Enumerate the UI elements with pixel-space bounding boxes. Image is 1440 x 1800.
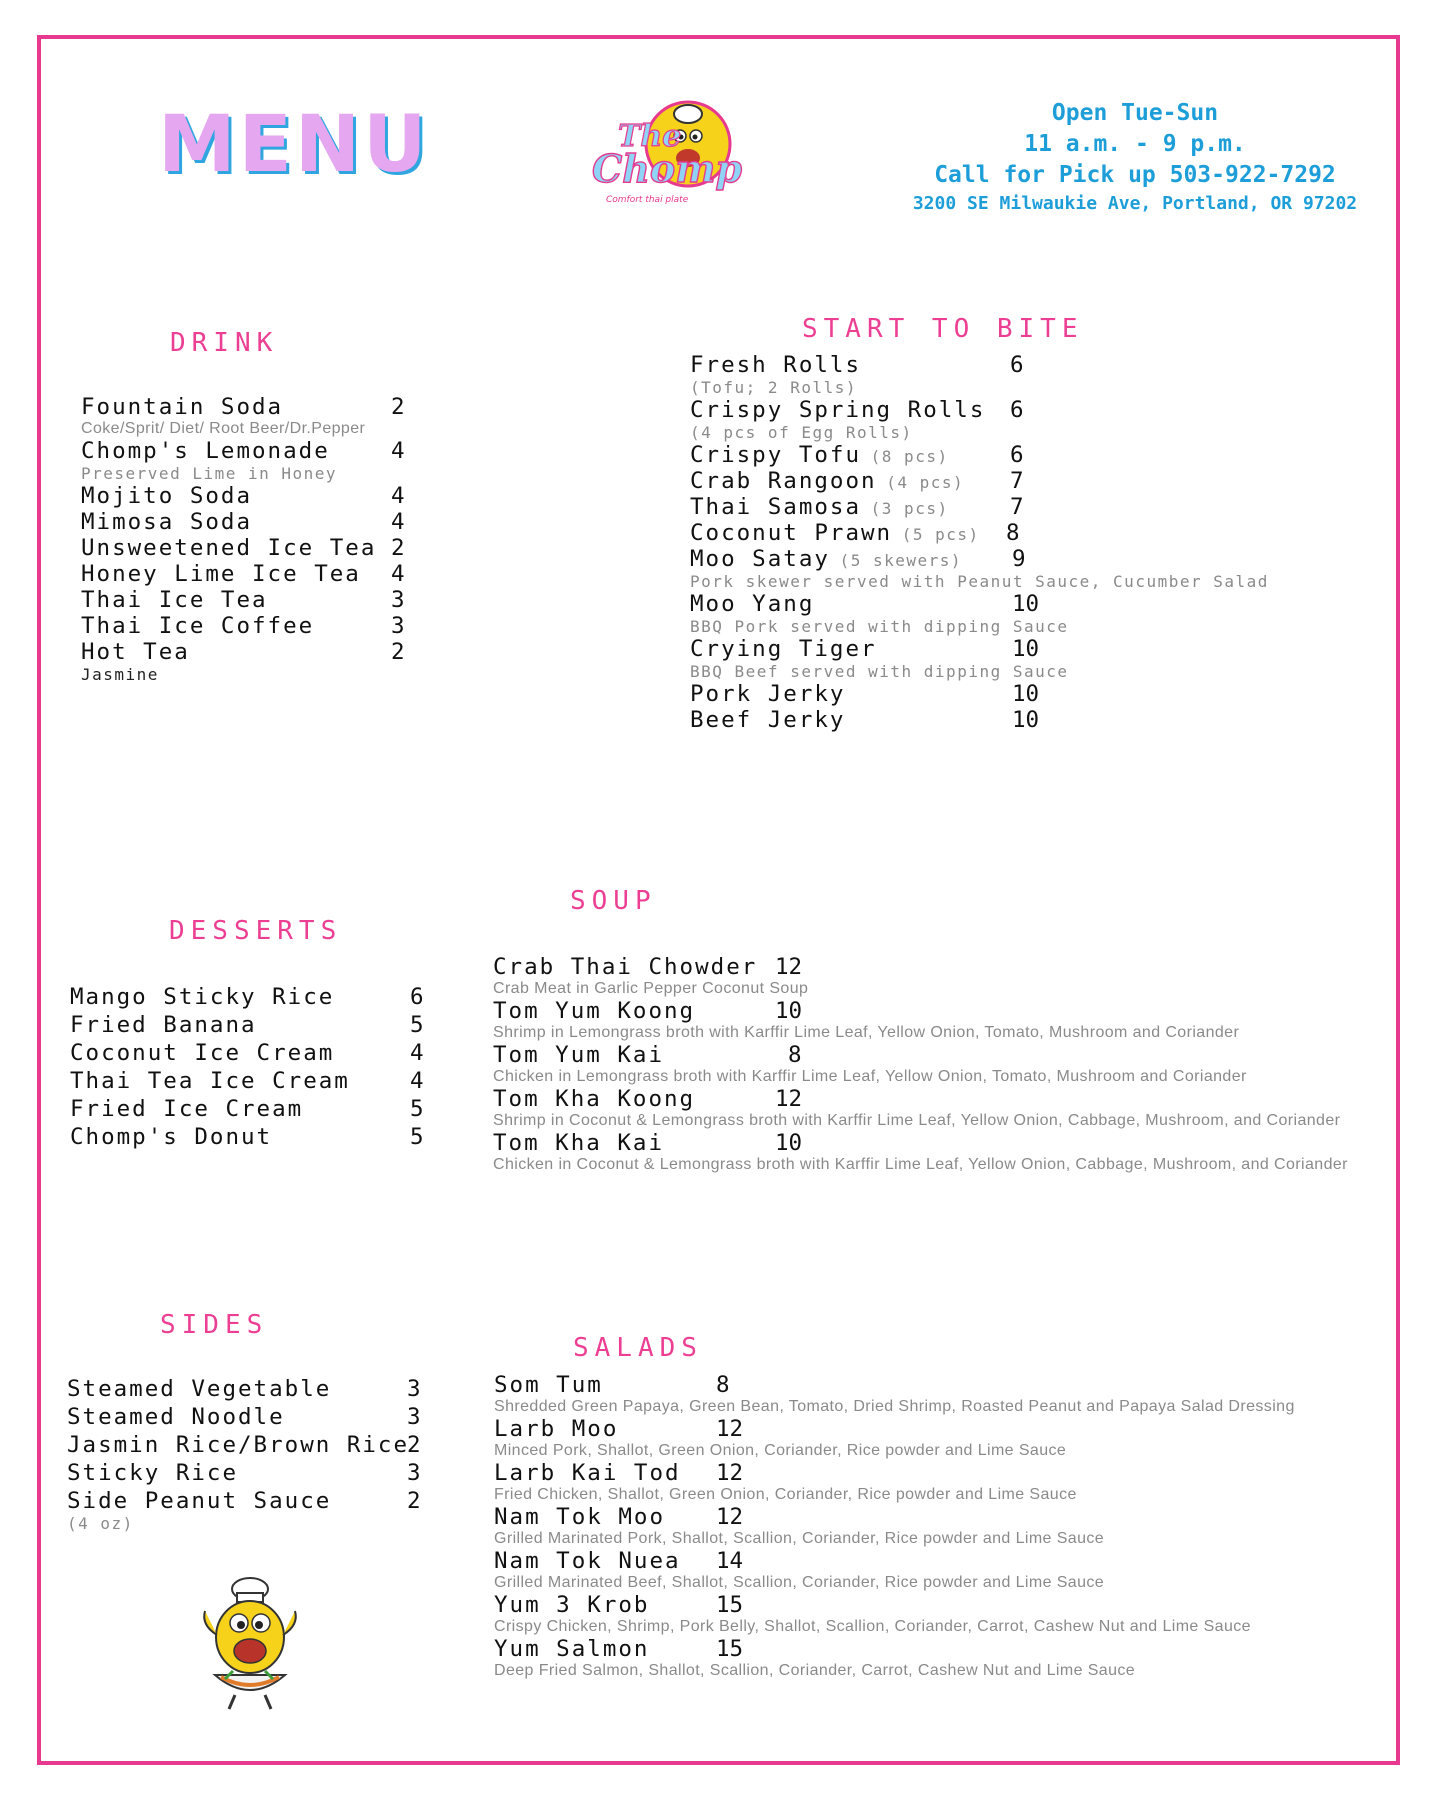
item-price: 12	[716, 1416, 744, 1442]
item-note: (3 pcs)	[870, 499, 949, 518]
menu-item	[81, 561, 411, 587]
item-price: 4	[410, 1040, 424, 1066]
menu-item	[70, 1096, 430, 1122]
menu-item	[494, 1636, 1374, 1662]
menu-item	[493, 954, 1373, 980]
menu-item	[690, 468, 1280, 494]
item-name: Fried Ice Cream	[70, 1096, 304, 1122]
menu-item	[70, 1012, 430, 1038]
item-price: 14	[716, 1548, 744, 1574]
item-description: Preserved Lime in Honey	[81, 464, 338, 483]
item-name: Moo Yang	[690, 591, 815, 617]
item-price: 5	[410, 1096, 424, 1122]
item-name: Thai Ice Coffee	[81, 613, 315, 639]
item-price: 10	[775, 1130, 803, 1156]
item-description: Grilled Marinated Beef, Shallot, Scallion, Coriander, Rice powder and Lime Sauce	[494, 1574, 1105, 1591]
item-name: Crispy Spring Rolls	[690, 397, 986, 423]
item-name: Thai Ice Tea	[81, 587, 268, 613]
menu-item	[690, 352, 1280, 378]
item-note: (8 pcs)	[870, 447, 949, 466]
item-name: Chomp's Lemonade	[81, 438, 330, 464]
menu-item	[81, 483, 411, 509]
item-note: (5 skewers)	[839, 551, 963, 570]
item-price: 15	[716, 1592, 744, 1618]
item-description: Crispy Chicken, Shrimp, Pork Belly, Shallot, Scallion, Coriander, Carrot, Cashew Nut and Lime Sauce	[494, 1618, 1251, 1635]
menu-item	[70, 1068, 430, 1094]
start-to-bite-section	[690, 352, 1280, 733]
hours-time: 11 a.m. - 9 p.m.	[1024, 131, 1246, 157]
item-price: 10	[775, 998, 803, 1024]
menu-item	[494, 1548, 1374, 1574]
item-name: Mimosa Soda	[81, 509, 253, 535]
menu-item	[690, 442, 1280, 468]
item-name: Tom Kha Kai	[493, 1130, 665, 1156]
item-note: (5 pcs)	[901, 525, 980, 544]
menu-item	[690, 681, 1280, 707]
item-description: Shrimp in Lemongrass broth with Karffir Lime Leaf, Yellow Onion, Tomato, Mushroom and Coriander	[493, 1024, 1240, 1041]
item-name: Mango Sticky Rice	[70, 984, 335, 1010]
item-price: 8	[716, 1372, 730, 1398]
item-price: 3	[407, 1460, 421, 1486]
item-name: Mojito Soda	[81, 483, 253, 509]
item-price: 8	[1006, 520, 1020, 546]
item-name: Crispy Tofu	[690, 442, 862, 468]
item-price: 2	[407, 1488, 421, 1514]
mascot-icon	[195, 1575, 305, 1715]
menu-item	[690, 546, 1280, 572]
item-name: Crab Thai Chowder	[493, 954, 758, 980]
item-price: 6	[410, 984, 424, 1010]
item-name: Sticky Rice	[67, 1460, 239, 1486]
item-price: 10	[1012, 636, 1040, 662]
item-description: BBQ Pork served with dipping Sauce	[690, 617, 1069, 636]
item-price: 4	[391, 438, 405, 464]
menu-item	[690, 707, 1280, 733]
item-price: 3	[391, 587, 405, 613]
item-name: Steamed Vegetable	[67, 1376, 332, 1402]
menu-item	[493, 1042, 1373, 1068]
menu-item	[70, 1124, 430, 1150]
menu-item	[81, 535, 411, 561]
menu-item	[690, 494, 1280, 520]
drink-heading: DRINK	[170, 328, 279, 358]
hours-days: Open Tue-Sun	[1051, 100, 1219, 126]
item-price: 7	[1010, 494, 1024, 520]
item-description: Crab Meat in Garlic Pepper Coconut Soup	[493, 980, 809, 997]
item-price: 2	[407, 1432, 421, 1458]
item-name: Hot Tea	[81, 639, 190, 665]
item-description: Pork skewer served with Peanut Sauce, Cucumber Salad	[690, 572, 1269, 591]
soup-heading: SOUP	[570, 886, 657, 916]
item-price: 15	[716, 1636, 744, 1662]
desserts-section	[70, 984, 430, 1150]
menu-item	[67, 1404, 427, 1430]
item-description: (Tofu; 2 Rolls)	[690, 378, 857, 397]
item-price: 5	[410, 1012, 424, 1038]
item-name: Moo Satay	[690, 546, 830, 572]
item-price: 7	[1010, 468, 1024, 494]
item-name: Steamed Noodle	[67, 1404, 285, 1430]
drink-section	[81, 394, 411, 684]
menu-item	[494, 1372, 1374, 1398]
address: 3200 SE Milwaukie Ave, Portland, OR 97202	[912, 193, 1358, 214]
item-price: 3	[391, 613, 405, 639]
item-price: 6	[1010, 397, 1024, 423]
item-price: 12	[716, 1504, 744, 1530]
item-price: 4	[391, 561, 405, 587]
menu-item	[70, 984, 430, 1010]
menu-item	[81, 587, 411, 613]
logo-tagline: Comfort thai plate	[606, 195, 689, 205]
item-name: Nam Tok Moo	[494, 1504, 666, 1530]
desserts-heading: DESSERTS	[169, 916, 343, 946]
item-name: Larb Moo	[494, 1416, 619, 1442]
menu-item	[494, 1592, 1374, 1618]
menu-item	[81, 639, 411, 665]
item-name: Yum 3 Krob	[494, 1592, 650, 1618]
menu-item	[494, 1460, 1374, 1486]
chomp-logo	[578, 92, 748, 212]
menu-item	[67, 1376, 427, 1402]
item-price: 4	[391, 483, 405, 509]
item-price: 6	[1010, 352, 1024, 378]
item-description: Chicken in Coconut & Lemongrass broth with Karffir Lime Leaf, Yellow Onion, Cabbage, Mushroom, and Coriander	[493, 1156, 1348, 1173]
item-description: (4 oz)	[67, 1514, 134, 1533]
menu-item	[81, 613, 411, 639]
item-price: 10	[1012, 591, 1040, 617]
item-price: 10	[1012, 681, 1040, 707]
sides-section	[67, 1376, 427, 1533]
salads-heading: SALADS	[573, 1333, 703, 1363]
menu-title: MENU	[158, 100, 430, 190]
menu-item	[494, 1416, 1374, 1442]
item-price: 12	[775, 1086, 803, 1112]
menu-item	[81, 438, 411, 464]
item-price: 3	[407, 1404, 421, 1430]
menu-item	[494, 1504, 1374, 1530]
item-name: Fountain Soda	[81, 394, 284, 420]
menu-item	[493, 998, 1373, 1024]
item-price: 12	[716, 1460, 744, 1486]
salads-section	[494, 1372, 1374, 1680]
item-name: Beef Jerky	[690, 707, 846, 733]
item-price: 2	[391, 535, 405, 561]
item-name: Jasmin Rice/Brown Rice	[67, 1432, 410, 1458]
item-price: 12	[775, 954, 803, 980]
item-name: Tom Yum Kai	[493, 1042, 665, 1068]
menu-item	[690, 591, 1280, 617]
menu-item	[81, 394, 411, 420]
menu-item	[690, 636, 1280, 662]
item-price: 9	[1012, 546, 1026, 572]
item-name: Pork Jerky	[690, 681, 846, 707]
item-name: Fried Banana	[70, 1012, 257, 1038]
item-price: 2	[391, 394, 405, 420]
logo-text-chomp: Chomp	[592, 146, 742, 191]
item-description: Coke/Sprit/ Diet/ Root Beer/Dr.Pepper	[81, 420, 366, 437]
menu-item	[67, 1432, 427, 1458]
menu-item	[493, 1086, 1373, 1112]
item-description: Chicken in Lemongrass broth with Karffir Lime Leaf, Yellow Onion, Tomato, Mushroom and Coriander	[493, 1068, 1247, 1085]
item-description: Shredded Green Papaya, Green Bean, Tomato, Dried Shrimp, Roasted Peanut and Papaya Salad Dressing	[494, 1398, 1295, 1415]
menu-item	[67, 1460, 427, 1486]
menu-item	[493, 1130, 1373, 1156]
item-description: Jasmine	[81, 665, 159, 684]
menu-item	[690, 397, 1280, 423]
item-name: Coconut Ice Cream	[70, 1040, 335, 1066]
item-price: 10	[1012, 707, 1040, 733]
phone-number[interactable]: Call for Pick up 503-922-7292	[934, 162, 1336, 188]
sides-heading: SIDES	[160, 1310, 269, 1340]
item-name: Tom Yum Koong	[493, 998, 696, 1024]
item-price: 4	[391, 509, 405, 535]
item-price: 2	[391, 639, 405, 665]
item-name: Coconut Prawn	[690, 520, 893, 546]
item-description: Deep Fried Salmon, Shallot, Scallion, Coriander, Carrot, Cashew Nut and Lime Sauce	[494, 1662, 1136, 1679]
item-name: Tom Kha Koong	[493, 1086, 696, 1112]
item-name: Chomp's Donut	[70, 1124, 273, 1150]
item-price: 3	[407, 1376, 421, 1402]
item-description: (4 pcs of Egg Rolls)	[690, 423, 913, 442]
item-price: 8	[788, 1042, 802, 1068]
menu-item	[70, 1040, 430, 1066]
item-description: Shrimp in Coconut & Lemongrass broth with Karffir Lime Leaf, Yellow Onion, Cabbage, Mushroom, and Coriander	[493, 1112, 1341, 1129]
menu-item	[690, 520, 1280, 546]
item-name: Larb Kai Tod	[494, 1460, 681, 1486]
item-description: Fried Chicken, Shallot, Green Onion, Coriander, Rice powder and Lime Sauce	[494, 1486, 1077, 1503]
item-name: Crab Rangoon	[690, 468, 877, 494]
logo-text-the: The	[618, 119, 682, 154]
item-price: 5	[410, 1124, 424, 1150]
item-name: Side Peanut Sauce	[67, 1488, 332, 1514]
item-price: 4	[410, 1068, 424, 1094]
menu-item	[81, 509, 411, 535]
item-name: Som Tum	[494, 1372, 603, 1398]
item-description: Minced Pork, Shallot, Green Onion, Coriander, Rice powder and Lime Sauce	[494, 1442, 1067, 1459]
item-name: Yum Salmon	[494, 1636, 650, 1662]
item-description: Grilled Marinated Pork, Shallot, Scallion, Coriander, Rice powder and Lime Sauce	[494, 1530, 1105, 1547]
item-name: Nam Tok Nuea	[494, 1548, 681, 1574]
item-name: Crying Tiger	[690, 636, 877, 662]
item-price: 6	[1010, 442, 1024, 468]
item-description: BBQ Beef served with dipping Sauce	[690, 662, 1069, 681]
start-to-bite-heading: START TO BITE	[802, 314, 1084, 344]
menu-item	[67, 1488, 427, 1514]
item-name: Fresh Rolls	[690, 352, 862, 378]
item-name: Thai Tea Ice Cream	[70, 1068, 350, 1094]
item-name: Thai Samosa	[690, 494, 862, 520]
item-name: Unsweetened Ice Tea	[81, 535, 377, 561]
item-note: (4 pcs)	[886, 473, 965, 492]
item-name: Honey Lime Ice Tea	[81, 561, 361, 587]
restaurant-info	[880, 98, 1390, 217]
soup-section	[493, 954, 1373, 1174]
